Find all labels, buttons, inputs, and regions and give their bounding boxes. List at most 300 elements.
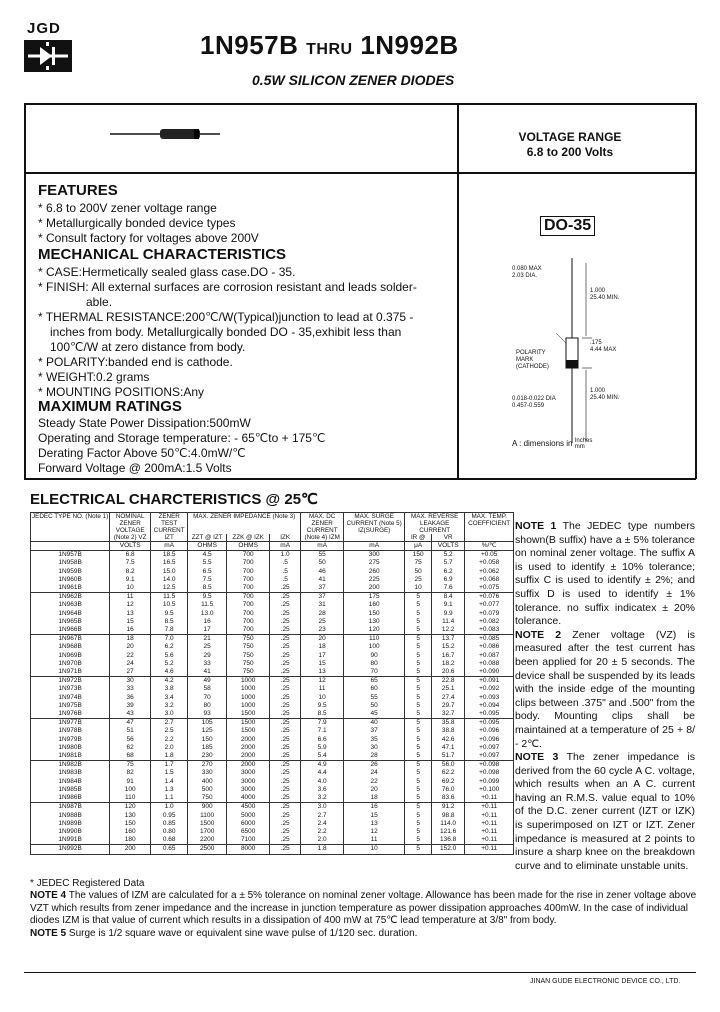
table-cell: 5	[405, 812, 432, 820]
table-cell: .25	[270, 610, 301, 618]
table-cell: 30	[344, 744, 405, 752]
note-text: Surge is 1/2 square wave or equivalent sine wave pulse of 1/120 sec. duration.	[66, 927, 418, 939]
footer-rule	[24, 972, 696, 973]
table-cell: 750	[227, 652, 270, 660]
table-cell: +0.079	[465, 610, 514, 618]
table-cell: +0.091	[465, 677, 514, 686]
diode-image	[110, 126, 220, 147]
table-cell: 6.5	[188, 568, 227, 576]
table-cell: 150	[344, 610, 405, 618]
table-cell: 90	[344, 652, 405, 660]
table-cell: 11.5	[188, 601, 227, 609]
table-cell: 15.2	[432, 643, 465, 651]
mechanical-line: * THERMAL RESISTANCE:200℃/W(Typical)junction to lead at 0.375 -	[38, 310, 414, 324]
table-row	[31, 794, 514, 803]
table-cell: 3.2	[151, 702, 188, 710]
table-cell: 150	[188, 736, 227, 744]
table-cell: .25	[270, 677, 301, 686]
table-cell: 27	[110, 668, 151, 677]
table-row	[31, 744, 514, 752]
table-cell: 28	[344, 752, 405, 761]
table-cell: 3.6	[301, 786, 344, 794]
table-cell: 1N957B	[31, 551, 110, 560]
table-cell: 38.8	[432, 727, 465, 735]
table-cell: +0.075	[465, 584, 514, 593]
note-text: The zener impedance is derived from the 60 cycle A C. voltage, which results when an A C. current having an R.M.S. value equal to 10% of the D.C. zener current (IZT or IZK) is superimposed on IZT or IZT. Zener impedance is measured at 2 points to insure a sharp knee on the breakdown curve and to eliminate unstable units.	[515, 751, 695, 872]
table-cell: +0.093	[465, 694, 514, 702]
table-cell: 1N983B	[31, 769, 110, 777]
table-cell: 21	[188, 635, 227, 644]
table-cell: 700	[227, 559, 270, 567]
table-cell: +0.05	[465, 551, 514, 560]
rating-line: Forward Voltage @ 200mA:1.5 Volts	[38, 461, 232, 475]
table-cell: 68	[110, 752, 151, 761]
table-cell: 900	[188, 803, 227, 812]
diode-logo-icon	[24, 40, 72, 72]
table-cell: 50	[344, 702, 405, 710]
table-cell: 25	[405, 576, 432, 584]
table-cell: 2200	[188, 836, 227, 845]
table-cell: 6.2	[151, 643, 188, 651]
table-cell: 150	[405, 551, 432, 560]
table-cell: 37	[301, 584, 344, 593]
table-cell: 16.5	[151, 559, 188, 567]
table-cell: +0.099	[465, 778, 514, 786]
col-header: NOMINAL ZENER VOLTAGE (Note 2) VZ	[110, 513, 151, 542]
table-cell: 5	[405, 702, 432, 710]
table-cell: +0.077	[465, 601, 514, 609]
table-cell: 4.2	[151, 677, 188, 686]
col-header: VR	[432, 534, 465, 542]
table-cell: 13	[344, 820, 405, 828]
table-cell: 130	[344, 618, 405, 626]
table-cell: 1.4	[151, 778, 188, 786]
table-cell: 2000	[227, 752, 270, 761]
unit-cell: OHMS	[188, 542, 227, 551]
table-row	[31, 812, 514, 820]
table-cell: 5	[405, 786, 432, 794]
table-cell: 11.4	[432, 618, 465, 626]
table-cell: 700	[227, 568, 270, 576]
table-cell: 51.7	[432, 752, 465, 761]
table-cell: 1N972B	[31, 677, 110, 686]
table-cell: 121.6	[432, 828, 465, 836]
table-cell: 1N971B	[31, 668, 110, 677]
table-cell: 17	[301, 652, 344, 660]
table-row	[31, 752, 514, 761]
table-cell: 4500	[227, 803, 270, 812]
table-cell: .25	[270, 626, 301, 635]
units-mm: mm	[574, 444, 585, 450]
table-cell: 20.6	[432, 668, 465, 677]
table-cell: 29.7	[432, 702, 465, 710]
table-cell: 80	[188, 702, 227, 710]
table-cell: 16	[110, 626, 151, 635]
table-cell: 36	[110, 694, 151, 702]
dim-lead-dia: 0.018-0.022 DIA	[512, 396, 556, 402]
table-cell: .25	[270, 820, 301, 828]
table-cell: 3.2	[301, 794, 344, 803]
table-cell: 62	[110, 744, 151, 752]
mechanical-line: * POLARITY:banded end is cathode.	[38, 355, 233, 369]
table-cell: 5000	[227, 812, 270, 820]
dimensions-note: A : dimensions in	[512, 439, 573, 449]
table-cell: 10	[405, 584, 432, 593]
table-cell: 5	[405, 694, 432, 702]
title-part1: 1N957B	[200, 30, 299, 60]
frame-divider	[457, 103, 459, 479]
table-cell: 225	[344, 576, 405, 584]
table-cell: 1500	[227, 710, 270, 719]
table-cell: 3.0	[151, 710, 188, 719]
table-cell: +0.095	[465, 710, 514, 719]
table-cell: 15	[110, 618, 151, 626]
table-cell: 47.1	[432, 744, 465, 752]
table-cell: 49	[188, 677, 227, 686]
table-cell: .25	[270, 694, 301, 702]
table-cell: .25	[270, 769, 301, 777]
mechanical-line: * MOUNTING POSITIONS:Any	[38, 385, 205, 399]
table-row	[31, 727, 514, 735]
table-cell: 750	[227, 643, 270, 651]
table-cell: 1N990B	[31, 828, 110, 836]
col-header: ZZT @ IZT	[188, 534, 227, 542]
table-row	[31, 551, 514, 560]
note-label: NOTE 4	[30, 890, 67, 901]
table-cell: 5.2	[432, 551, 465, 560]
dim-body-mm: 4.44 MAX	[590, 347, 617, 353]
table-cell: 5	[405, 626, 432, 635]
table-cell: .25	[270, 652, 301, 660]
table-cell: 5	[405, 778, 432, 786]
table-cell: +0.082	[465, 618, 514, 626]
table-cell: 300	[344, 551, 405, 560]
mechanical-line: * FINISH: All external surfaces are corrosion resistant and leads solder-	[38, 280, 417, 294]
table-cell: 75	[405, 559, 432, 567]
table-cell: 200	[344, 584, 405, 593]
table-cell: 35.8	[432, 719, 465, 728]
table-cell: 1N967B	[31, 635, 110, 644]
table-cell: 1N973B	[31, 685, 110, 693]
table-cell: .25	[270, 786, 301, 794]
table-cell: .25	[270, 727, 301, 735]
table-cell: 120	[344, 626, 405, 635]
table-cell: 1N984B	[31, 778, 110, 786]
table-cell: 1N960B	[31, 576, 110, 584]
table-cell: 6500	[227, 828, 270, 836]
table-cell: +0.11	[465, 794, 514, 803]
table-cell: 1N988B	[31, 812, 110, 820]
table-cell: 9.5	[301, 702, 344, 710]
table-cell: 500	[188, 786, 227, 794]
rating-line: Steady State Power Dissipation:500mW	[38, 416, 251, 430]
table-cell: 1N969B	[31, 652, 110, 660]
unit-cell: mA	[344, 542, 405, 551]
table-cell: 2000	[227, 744, 270, 752]
notes-right	[515, 520, 695, 873]
table-cell: 1N964B	[31, 610, 110, 618]
table-cell: 9.5	[151, 610, 188, 618]
polarity-mark: MARK	[516, 357, 534, 363]
table-cell: 1700	[188, 828, 227, 836]
table-cell: .25	[270, 812, 301, 820]
table-cell: 152.0	[432, 845, 465, 854]
col-header: MAX. SURGE CURRENT (Note 5) IZ(SURGE)	[344, 513, 405, 542]
table-cell: 55	[344, 694, 405, 702]
table-cell: +0.062	[465, 568, 514, 576]
table-cell: 5	[405, 836, 432, 845]
table-cell: 3000	[227, 786, 270, 794]
table-cell: 700	[227, 584, 270, 593]
dim-lead-len-mm: 25.40 MIN.	[590, 295, 620, 301]
table-row	[31, 660, 514, 668]
table-row	[31, 786, 514, 794]
notes-bottom	[30, 890, 700, 940]
table-cell: 2500	[188, 845, 227, 854]
table-cell: 1N989B	[31, 820, 110, 828]
table-cell: 5	[405, 710, 432, 719]
table-cell: 23	[301, 626, 344, 635]
table-cell: 33	[188, 660, 227, 668]
table-cell: 3.0	[301, 803, 344, 812]
table-cell: .5	[270, 576, 301, 584]
table-cell: 2.5	[151, 727, 188, 735]
note-text: Zener voltage (VZ) is measured after the test current has been applied for 20 ± 5 seconds. The device shall be suspended by its leads with the inside edge of the mounting clips between .375" and .500" from the body. Mounting clips shall be maintained at a temperature of 25 + 8/ - 2℃.	[515, 628, 695, 750]
table-cell: 1N982B	[31, 761, 110, 770]
table-cell: 82	[110, 769, 151, 777]
table-cell: +0.098	[465, 769, 514, 777]
table-cell: 5	[405, 845, 432, 854]
table-cell: .25	[270, 845, 301, 854]
table-cell: 25	[301, 618, 344, 626]
dim-lead-dia-mm: 0.457-0.559	[512, 403, 545, 409]
table-row	[31, 576, 514, 584]
table-cell: 65	[344, 677, 405, 686]
table-cell: 1N986B	[31, 794, 110, 803]
table-cell: 13	[110, 610, 151, 618]
table-row	[31, 559, 514, 567]
table-cell: 42.6	[432, 736, 465, 744]
voltage-range-label: VOLTAGE RANGE	[518, 130, 622, 144]
table-cell: 12	[344, 828, 405, 836]
table-row	[31, 668, 514, 677]
dim-dia: 0.080 MAX	[512, 266, 542, 272]
table-cell: 130	[110, 812, 151, 820]
polarity-cathode: (CATHODE)	[516, 364, 549, 370]
table-cell: 5.5	[188, 559, 227, 567]
table-row	[31, 778, 514, 786]
table-cell: 1000	[227, 694, 270, 702]
table-cell: 56	[110, 736, 151, 744]
mid-rule	[24, 478, 696, 480]
table-row	[31, 845, 514, 854]
page-subtitle: 0.5W SILICON ZENER DIODES	[252, 72, 455, 88]
table-cell: 700	[227, 610, 270, 618]
table-cell: 1N961B	[31, 584, 110, 593]
table-cell: +0.11	[465, 845, 514, 854]
table-cell: 8.5	[301, 710, 344, 719]
table-cell: 1100	[188, 812, 227, 820]
table-cell: 1N966B	[31, 626, 110, 635]
unit-cell: VOLTS	[110, 542, 151, 551]
col-header: IR @	[405, 534, 432, 542]
table-cell: 16	[188, 618, 227, 626]
table-cell: 1000	[227, 702, 270, 710]
table-cell: 47	[110, 719, 151, 728]
mechanical-heading: MECHANICAL CHARACTERISTICS	[38, 246, 287, 263]
table-cell: .25	[270, 643, 301, 651]
rating-line: Operating and Storage temperature: - 65℃to + 175℃	[38, 431, 326, 445]
feature-item: * Metallurgically bonded device types	[38, 216, 236, 230]
table-cell: 100	[110, 786, 151, 794]
table-cell: 2.7	[301, 812, 344, 820]
col-group-header: MAX. ZENER IMPEDANCE (Note 3)	[188, 513, 301, 535]
table-cell: 1N958B	[31, 559, 110, 567]
mechanical-line: inches from body. Metallurgically bonded DO - 35,exhibit less than	[50, 325, 402, 339]
table-cell: +0.11	[465, 820, 514, 828]
table-cell: 16	[344, 803, 405, 812]
mechanical-line: able.	[86, 295, 113, 309]
table-cell: 100	[344, 643, 405, 651]
table-cell: 10	[301, 694, 344, 702]
table-cell: 1N981B	[31, 752, 110, 761]
table-cell: 1500	[227, 719, 270, 728]
table-cell: 35	[344, 736, 405, 744]
company-logo-text: JGD	[27, 20, 61, 37]
voltage-range	[462, 130, 678, 160]
electrical-table-wrap	[30, 512, 514, 855]
footer-company: JINAN GUDE ELECTRONIC DEVICE CO., LTD.	[530, 978, 681, 985]
table-row	[31, 685, 514, 693]
note-label: NOTE 5	[30, 927, 67, 939]
table-cell: 1N974B	[31, 694, 110, 702]
title-part2: 1N992B	[360, 30, 459, 60]
table-cell: 700	[227, 576, 270, 584]
table-cell: 37	[344, 727, 405, 735]
table-row	[31, 769, 514, 777]
table-cell: 1500	[227, 727, 270, 735]
table-cell: +0.096	[465, 727, 514, 735]
table-cell: 1.0	[270, 551, 301, 560]
table-cell: .25	[270, 593, 301, 602]
dim-lead-len: 1.000	[590, 288, 606, 294]
table-cell: 114.0	[432, 820, 465, 828]
electrical-table	[30, 512, 514, 855]
table-cell: 2.2	[301, 828, 344, 836]
col-header: ZENER TEST CURRENT IZT	[151, 513, 188, 542]
table-row	[31, 761, 514, 770]
table-cell: +0.083	[465, 626, 514, 635]
note-label: NOTE 1	[515, 520, 557, 532]
table-cell: 8.5	[188, 584, 227, 593]
feature-item: * Consult factory for voltages above 200V	[38, 231, 259, 245]
table-cell: 105	[188, 719, 227, 728]
table-row	[31, 820, 514, 828]
table-cell: 1N965B	[31, 618, 110, 626]
table-cell: 5	[405, 643, 432, 651]
table-row	[31, 652, 514, 660]
table-cell: 185	[188, 744, 227, 752]
voltage-range-value: 6.8 to 200 Volts	[526, 145, 614, 159]
table-cell: 12.2	[432, 626, 465, 635]
table-cell: +0.11	[465, 828, 514, 836]
table-cell: .25	[270, 794, 301, 803]
table-cell: 16.7	[432, 652, 465, 660]
table-cell: 125	[188, 727, 227, 735]
table-cell: 1N959B	[31, 568, 110, 576]
units-inches: Inches	[574, 438, 593, 444]
table-cell: 1.8	[151, 752, 188, 761]
table-row	[31, 836, 514, 845]
table-cell: 175	[344, 593, 405, 602]
table-cell: 1500	[188, 820, 227, 828]
table-cell: 9.1	[432, 601, 465, 609]
table-row	[31, 828, 514, 836]
table-cell: 11	[344, 836, 405, 845]
table-cell: 230	[188, 752, 227, 761]
electrical-heading: ELECTRICAL CHARCTERISTICS @ 25℃	[30, 491, 318, 508]
table-cell: 18.5	[151, 551, 188, 560]
table-cell: 76.0	[432, 786, 465, 794]
table-cell: 8.4	[432, 593, 465, 602]
table-cell: 4.0	[301, 778, 344, 786]
table-cell: 7.1	[301, 727, 344, 735]
table-cell: .25	[270, 803, 301, 812]
table-cell: 15	[301, 660, 344, 668]
table-cell: 39	[110, 702, 151, 710]
table-cell: 2.7	[151, 719, 188, 728]
table-cell: 2.0	[301, 836, 344, 845]
col-header: IZK	[270, 534, 301, 542]
table-cell: 10.5	[151, 601, 188, 609]
table-cell: 0.65	[151, 845, 188, 854]
table-cell: 1N985B	[31, 786, 110, 794]
table-cell: 5	[405, 610, 432, 618]
table-cell: 55	[301, 551, 344, 560]
table-cell: .25	[270, 660, 301, 668]
table-cell: 80	[344, 660, 405, 668]
table-cell: +0.11	[465, 836, 514, 845]
table-cell: 9.9	[432, 610, 465, 618]
table-cell: 27.4	[432, 694, 465, 702]
table-cell: 31	[301, 601, 344, 609]
table-cell: 700	[227, 626, 270, 635]
table-cell: 70	[188, 694, 227, 702]
page-title	[200, 30, 459, 61]
table-cell: +0.087	[465, 652, 514, 660]
table-cell: 0.68	[151, 836, 188, 845]
table-cell: 13.7	[432, 635, 465, 644]
table-cell: 20	[110, 643, 151, 651]
table-cell: 10	[344, 845, 405, 854]
table-cell: 2.4	[301, 820, 344, 828]
table-cell: 5	[405, 660, 432, 668]
table-cell: +0.094	[465, 702, 514, 710]
table-cell: +0.085	[465, 635, 514, 644]
table-cell: .25	[270, 710, 301, 719]
table-cell: 43	[110, 710, 151, 719]
table-cell: 330	[188, 769, 227, 777]
mechanical-line: * WEIGHT:0.2 grams	[38, 370, 150, 384]
title-thru: THRU	[306, 41, 353, 58]
feature-item: * 6.8 to 200V zener voltage range	[38, 201, 217, 215]
table-cell: 93	[188, 710, 227, 719]
mechanical-line: * CASE:Hermetically sealed glass case.DO - 35.	[38, 265, 296, 279]
table-cell: 1.0	[151, 803, 188, 812]
col-header: MAX. DC ZENER CURRENT (Note 4) IZM	[301, 513, 344, 542]
table-cell: 1N992B	[31, 845, 110, 854]
table-cell: +0.097	[465, 752, 514, 761]
